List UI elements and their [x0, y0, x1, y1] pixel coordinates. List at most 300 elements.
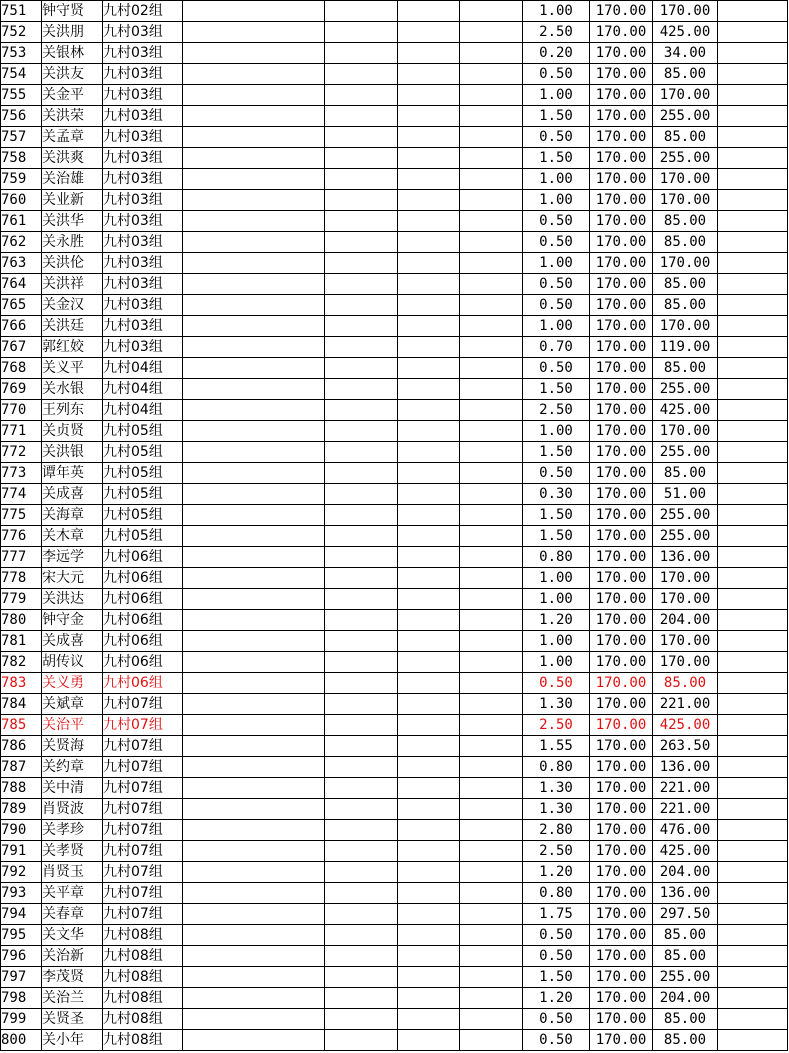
empty-cell[interactable]	[460, 421, 523, 442]
name-cell[interactable]: 钟守金	[42, 610, 103, 631]
empty-cell[interactable]	[398, 799, 460, 820]
empty-cell[interactable]	[718, 1, 788, 22]
row-number-cell[interactable]: 767	[1, 337, 42, 358]
empty-cell[interactable]	[398, 190, 460, 211]
row-number-cell[interactable]: 759	[1, 169, 42, 190]
empty-cell[interactable]	[183, 1009, 325, 1030]
empty-cell[interactable]	[460, 778, 523, 799]
empty-cell[interactable]	[325, 43, 398, 64]
name-cell[interactable]: 关约章	[42, 757, 103, 778]
price-cell[interactable]: 170.00	[590, 946, 653, 967]
row-number-cell[interactable]: 760	[1, 190, 42, 211]
amount-cell[interactable]: 85.00	[653, 1030, 718, 1051]
amount-cell[interactable]: 425.00	[653, 22, 718, 43]
empty-cell[interactable]	[325, 841, 398, 862]
empty-cell[interactable]	[718, 568, 788, 589]
row-number-cell[interactable]: 762	[1, 232, 42, 253]
empty-cell[interactable]	[718, 106, 788, 127]
price-cell[interactable]: 170.00	[590, 127, 653, 148]
empty-cell[interactable]	[718, 379, 788, 400]
name-cell[interactable]: 关银林	[42, 43, 103, 64]
empty-cell[interactable]	[325, 967, 398, 988]
quantity-cell[interactable]: 0.80	[523, 547, 590, 568]
row-number-cell[interactable]: 785	[1, 715, 42, 736]
amount-cell[interactable]: 255.00	[653, 148, 718, 169]
empty-cell[interactable]	[398, 694, 460, 715]
amount-cell[interactable]: 255.00	[653, 526, 718, 547]
price-cell[interactable]: 170.00	[590, 232, 653, 253]
price-cell[interactable]: 170.00	[590, 106, 653, 127]
price-cell[interactable]: 170.00	[590, 274, 653, 295]
name-cell[interactable]: 关洪祥	[42, 274, 103, 295]
price-cell[interactable]: 170.00	[590, 22, 653, 43]
empty-cell[interactable]	[325, 253, 398, 274]
empty-cell[interactable]	[183, 589, 325, 610]
row-number-cell[interactable]: 792	[1, 862, 42, 883]
amount-cell[interactable]: 170.00	[653, 190, 718, 211]
name-cell[interactable]: 关金汉	[42, 295, 103, 316]
empty-cell[interactable]	[398, 904, 460, 925]
quantity-cell[interactable]: 1.50	[523, 526, 590, 547]
name-cell[interactable]: 关洪银	[42, 442, 103, 463]
quantity-cell[interactable]: 0.50	[523, 127, 590, 148]
empty-cell[interactable]	[183, 799, 325, 820]
group-cell[interactable]: 九村07组	[103, 904, 183, 925]
empty-cell[interactable]	[183, 1030, 325, 1051]
price-cell[interactable]: 170.00	[590, 883, 653, 904]
empty-cell[interactable]	[398, 295, 460, 316]
quantity-cell[interactable]: 1.50	[523, 379, 590, 400]
price-cell[interactable]: 170.00	[590, 505, 653, 526]
amount-cell[interactable]: 85.00	[653, 1009, 718, 1030]
empty-cell[interactable]	[325, 379, 398, 400]
empty-cell[interactable]	[325, 148, 398, 169]
price-cell[interactable]: 170.00	[590, 757, 653, 778]
empty-cell[interactable]	[718, 85, 788, 106]
empty-cell[interactable]	[398, 547, 460, 568]
quantity-cell[interactable]: 1.50	[523, 505, 590, 526]
empty-cell[interactable]	[460, 358, 523, 379]
price-cell[interactable]: 170.00	[590, 799, 653, 820]
empty-cell[interactable]	[325, 85, 398, 106]
quantity-cell[interactable]: 1.00	[523, 316, 590, 337]
row-number-cell[interactable]: 772	[1, 442, 42, 463]
empty-cell[interactable]	[398, 988, 460, 1009]
quantity-cell[interactable]: 0.50	[523, 211, 590, 232]
group-cell[interactable]: 九村03组	[103, 253, 183, 274]
quantity-cell[interactable]: 1.50	[523, 967, 590, 988]
empty-cell[interactable]	[718, 589, 788, 610]
empty-cell[interactable]	[718, 505, 788, 526]
empty-cell[interactable]	[718, 274, 788, 295]
empty-cell[interactable]	[460, 232, 523, 253]
empty-cell[interactable]	[183, 673, 325, 694]
empty-cell[interactable]	[398, 862, 460, 883]
group-cell[interactable]: 九村03组	[103, 22, 183, 43]
empty-cell[interactable]	[460, 85, 523, 106]
price-cell[interactable]: 170.00	[590, 547, 653, 568]
empty-cell[interactable]	[183, 274, 325, 295]
empty-cell[interactable]	[183, 883, 325, 904]
empty-cell[interactable]	[325, 442, 398, 463]
empty-cell[interactable]	[460, 505, 523, 526]
amount-cell[interactable]: 170.00	[653, 421, 718, 442]
quantity-cell[interactable]: 1.00	[523, 190, 590, 211]
amount-cell[interactable]: 255.00	[653, 442, 718, 463]
amount-cell[interactable]: 85.00	[653, 463, 718, 484]
empty-cell[interactable]	[325, 400, 398, 421]
row-number-cell[interactable]: 752	[1, 22, 42, 43]
empty-cell[interactable]	[325, 316, 398, 337]
empty-cell[interactable]	[183, 484, 325, 505]
group-cell[interactable]: 九村07组	[103, 736, 183, 757]
group-cell[interactable]: 九村08组	[103, 946, 183, 967]
empty-cell[interactable]	[183, 211, 325, 232]
amount-cell[interactable]: 85.00	[653, 274, 718, 295]
row-number-cell[interactable]: 777	[1, 547, 42, 568]
name-cell[interactable]: 关贞贤	[42, 421, 103, 442]
amount-cell[interactable]: 221.00	[653, 778, 718, 799]
row-number-cell[interactable]: 771	[1, 421, 42, 442]
quantity-cell[interactable]: 1.75	[523, 904, 590, 925]
row-number-cell[interactable]: 764	[1, 274, 42, 295]
empty-cell[interactable]	[398, 148, 460, 169]
empty-cell[interactable]	[398, 85, 460, 106]
empty-cell[interactable]	[718, 484, 788, 505]
empty-cell[interactable]	[718, 820, 788, 841]
group-cell[interactable]: 九村03组	[103, 295, 183, 316]
empty-cell[interactable]	[398, 1009, 460, 1030]
empty-cell[interactable]	[398, 211, 460, 232]
amount-cell[interactable]: 136.00	[653, 883, 718, 904]
amount-cell[interactable]: 221.00	[653, 799, 718, 820]
quantity-cell[interactable]: 1.30	[523, 799, 590, 820]
empty-cell[interactable]	[183, 232, 325, 253]
empty-cell[interactable]	[718, 673, 788, 694]
empty-cell[interactable]	[460, 988, 523, 1009]
group-cell[interactable]: 九村07组	[103, 883, 183, 904]
empty-cell[interactable]	[460, 1, 523, 22]
name-cell[interactable]: 肖贤波	[42, 799, 103, 820]
row-number-cell[interactable]: 768	[1, 358, 42, 379]
empty-cell[interactable]	[460, 694, 523, 715]
name-cell[interactable]: 关贤圣	[42, 1009, 103, 1030]
empty-cell[interactable]	[718, 1009, 788, 1030]
empty-cell[interactable]	[325, 631, 398, 652]
empty-cell[interactable]	[325, 694, 398, 715]
group-cell[interactable]: 九村03组	[103, 337, 183, 358]
empty-cell[interactable]	[325, 799, 398, 820]
row-number-cell[interactable]: 755	[1, 85, 42, 106]
quantity-cell[interactable]: 1.00	[523, 568, 590, 589]
empty-cell[interactable]	[325, 127, 398, 148]
empty-cell[interactable]	[718, 211, 788, 232]
quantity-cell[interactable]: 0.50	[523, 64, 590, 85]
empty-cell[interactable]	[325, 547, 398, 568]
group-cell[interactable]: 九村08组	[103, 967, 183, 988]
amount-cell[interactable]: 204.00	[653, 862, 718, 883]
empty-cell[interactable]	[398, 484, 460, 505]
empty-cell[interactable]	[398, 169, 460, 190]
price-cell[interactable]: 170.00	[590, 631, 653, 652]
empty-cell[interactable]	[460, 715, 523, 736]
row-number-cell[interactable]: 790	[1, 820, 42, 841]
empty-cell[interactable]	[460, 883, 523, 904]
row-number-cell[interactable]: 786	[1, 736, 42, 757]
price-cell[interactable]: 170.00	[590, 1, 653, 22]
group-cell[interactable]: 九村07组	[103, 862, 183, 883]
empty-cell[interactable]	[325, 295, 398, 316]
empty-cell[interactable]	[325, 1, 398, 22]
empty-cell[interactable]	[183, 358, 325, 379]
empty-cell[interactable]	[183, 442, 325, 463]
row-number-cell[interactable]: 756	[1, 106, 42, 127]
quantity-cell[interactable]: 1.00	[523, 253, 590, 274]
row-number-cell[interactable]: 795	[1, 925, 42, 946]
group-cell[interactable]: 九村08组	[103, 988, 183, 1009]
row-number-cell[interactable]: 778	[1, 568, 42, 589]
amount-cell[interactable]: 51.00	[653, 484, 718, 505]
row-number-cell[interactable]: 791	[1, 841, 42, 862]
empty-cell[interactable]	[718, 190, 788, 211]
amount-cell[interactable]: 255.00	[653, 505, 718, 526]
empty-cell[interactable]	[325, 820, 398, 841]
empty-cell[interactable]	[398, 967, 460, 988]
amount-cell[interactable]: 263.50	[653, 736, 718, 757]
price-cell[interactable]: 170.00	[590, 169, 653, 190]
group-cell[interactable]: 九村03组	[103, 274, 183, 295]
amount-cell[interactable]: 476.00	[653, 820, 718, 841]
empty-cell[interactable]	[183, 253, 325, 274]
empty-cell[interactable]	[398, 316, 460, 337]
empty-cell[interactable]	[460, 169, 523, 190]
amount-cell[interactable]: 170.00	[653, 631, 718, 652]
quantity-cell[interactable]: 1.30	[523, 694, 590, 715]
price-cell[interactable]: 170.00	[590, 925, 653, 946]
empty-cell[interactable]	[398, 631, 460, 652]
price-cell[interactable]: 170.00	[590, 316, 653, 337]
empty-cell[interactable]	[398, 232, 460, 253]
empty-cell[interactable]	[183, 715, 325, 736]
amount-cell[interactable]: 170.00	[653, 568, 718, 589]
quantity-cell[interactable]: 0.80	[523, 757, 590, 778]
empty-cell[interactable]	[398, 778, 460, 799]
empty-cell[interactable]	[325, 484, 398, 505]
name-cell[interactable]: 关治新	[42, 946, 103, 967]
empty-cell[interactable]	[460, 526, 523, 547]
empty-cell[interactable]	[183, 988, 325, 1009]
name-cell[interactable]: 关洪达	[42, 589, 103, 610]
empty-cell[interactable]	[398, 337, 460, 358]
empty-cell[interactable]	[398, 1030, 460, 1051]
group-cell[interactable]: 九村07组	[103, 820, 183, 841]
name-cell[interactable]: 关孝贤	[42, 841, 103, 862]
price-cell[interactable]: 170.00	[590, 862, 653, 883]
empty-cell[interactable]	[183, 169, 325, 190]
name-cell[interactable]: 关海章	[42, 505, 103, 526]
empty-cell[interactable]	[325, 1030, 398, 1051]
price-cell[interactable]: 170.00	[590, 904, 653, 925]
price-cell[interactable]: 170.00	[590, 463, 653, 484]
empty-cell[interactable]	[183, 127, 325, 148]
empty-cell[interactable]	[718, 757, 788, 778]
row-number-cell[interactable]: 797	[1, 967, 42, 988]
price-cell[interactable]: 170.00	[590, 694, 653, 715]
quantity-cell[interactable]: 0.50	[523, 673, 590, 694]
quantity-cell[interactable]: 2.50	[523, 22, 590, 43]
empty-cell[interactable]	[325, 169, 398, 190]
quantity-cell[interactable]: 0.50	[523, 1009, 590, 1030]
row-number-cell[interactable]: 758	[1, 148, 42, 169]
amount-cell[interactable]: 170.00	[653, 316, 718, 337]
empty-cell[interactable]	[398, 925, 460, 946]
empty-cell[interactable]	[718, 526, 788, 547]
group-cell[interactable]: 九村05组	[103, 421, 183, 442]
empty-cell[interactable]	[460, 1009, 523, 1030]
amount-cell[interactable]: 85.00	[653, 673, 718, 694]
group-cell[interactable]: 九村05组	[103, 442, 183, 463]
name-cell[interactable]: 关孟章	[42, 127, 103, 148]
group-cell[interactable]: 九村03组	[103, 106, 183, 127]
row-number-cell[interactable]: 782	[1, 652, 42, 673]
empty-cell[interactable]	[718, 694, 788, 715]
empty-cell[interactable]	[183, 421, 325, 442]
empty-cell[interactable]	[325, 274, 398, 295]
empty-cell[interactable]	[325, 1009, 398, 1030]
group-cell[interactable]: 九村04组	[103, 379, 183, 400]
group-cell[interactable]: 九村06组	[103, 631, 183, 652]
name-cell[interactable]: 关中清	[42, 778, 103, 799]
row-number-cell[interactable]: 761	[1, 211, 42, 232]
quantity-cell[interactable]: 0.70	[523, 337, 590, 358]
empty-cell[interactable]	[460, 22, 523, 43]
row-number-cell[interactable]: 796	[1, 946, 42, 967]
empty-cell[interactable]	[460, 274, 523, 295]
group-cell[interactable]: 九村07组	[103, 778, 183, 799]
empty-cell[interactable]	[718, 337, 788, 358]
empty-cell[interactable]	[718, 316, 788, 337]
price-cell[interactable]: 170.00	[590, 442, 653, 463]
group-cell[interactable]: 九村07组	[103, 841, 183, 862]
row-number-cell[interactable]: 757	[1, 127, 42, 148]
name-cell[interactable]: 关洪伦	[42, 253, 103, 274]
quantity-cell[interactable]: 0.50	[523, 1030, 590, 1051]
amount-cell[interactable]: 204.00	[653, 610, 718, 631]
price-cell[interactable]: 170.00	[590, 190, 653, 211]
name-cell[interactable]: 关文华	[42, 925, 103, 946]
empty-cell[interactable]	[398, 841, 460, 862]
row-number-cell[interactable]: 766	[1, 316, 42, 337]
empty-cell[interactable]	[718, 610, 788, 631]
empty-cell[interactable]	[325, 883, 398, 904]
name-cell[interactable]: 关贤海	[42, 736, 103, 757]
group-cell[interactable]: 九村04组	[103, 400, 183, 421]
row-number-cell[interactable]: 769	[1, 379, 42, 400]
empty-cell[interactable]	[398, 421, 460, 442]
empty-cell[interactable]	[183, 631, 325, 652]
name-cell[interactable]: 关孝珍	[42, 820, 103, 841]
empty-cell[interactable]	[183, 337, 325, 358]
empty-cell[interactable]	[718, 22, 788, 43]
amount-cell[interactable]: 425.00	[653, 400, 718, 421]
row-number-cell[interactable]: 754	[1, 64, 42, 85]
empty-cell[interactable]	[398, 505, 460, 526]
group-cell[interactable]: 九村03组	[103, 169, 183, 190]
price-cell[interactable]: 170.00	[590, 295, 653, 316]
empty-cell[interactable]	[183, 22, 325, 43]
empty-cell[interactable]	[183, 190, 325, 211]
empty-cell[interactable]	[398, 715, 460, 736]
empty-cell[interactable]	[718, 715, 788, 736]
empty-cell[interactable]	[398, 274, 460, 295]
row-number-cell[interactable]: 787	[1, 757, 42, 778]
name-cell[interactable]: 关洪荣	[42, 106, 103, 127]
amount-cell[interactable]: 85.00	[653, 127, 718, 148]
empty-cell[interactable]	[718, 127, 788, 148]
amount-cell[interactable]: 425.00	[653, 715, 718, 736]
group-cell[interactable]: 九村06组	[103, 610, 183, 631]
row-number-cell[interactable]: 793	[1, 883, 42, 904]
price-cell[interactable]: 170.00	[590, 715, 653, 736]
group-cell[interactable]: 九村06组	[103, 589, 183, 610]
empty-cell[interactable]	[325, 946, 398, 967]
quantity-cell[interactable]: 1.00	[523, 85, 590, 106]
empty-cell[interactable]	[718, 148, 788, 169]
group-cell[interactable]: 九村08组	[103, 925, 183, 946]
empty-cell[interactable]	[718, 631, 788, 652]
empty-cell[interactable]	[718, 988, 788, 1009]
amount-cell[interactable]: 255.00	[653, 967, 718, 988]
group-cell[interactable]: 九村06组	[103, 547, 183, 568]
empty-cell[interactable]	[460, 1030, 523, 1051]
amount-cell[interactable]: 85.00	[653, 295, 718, 316]
name-cell[interactable]: 关治兰	[42, 988, 103, 1009]
amount-cell[interactable]: 85.00	[653, 925, 718, 946]
name-cell[interactable]: 关春章	[42, 904, 103, 925]
group-cell[interactable]: 九村05组	[103, 526, 183, 547]
empty-cell[interactable]	[183, 757, 325, 778]
name-cell[interactable]: 郭红姣	[42, 337, 103, 358]
empty-cell[interactable]	[718, 358, 788, 379]
price-cell[interactable]: 170.00	[590, 421, 653, 442]
empty-cell[interactable]	[398, 736, 460, 757]
empty-cell[interactable]	[718, 253, 788, 274]
name-cell[interactable]: 关义平	[42, 358, 103, 379]
quantity-cell[interactable]: 0.50	[523, 925, 590, 946]
quantity-cell[interactable]: 1.00	[523, 169, 590, 190]
empty-cell[interactable]	[398, 610, 460, 631]
group-cell[interactable]: 九村05组	[103, 505, 183, 526]
empty-cell[interactable]	[183, 148, 325, 169]
price-cell[interactable]: 170.00	[590, 589, 653, 610]
empty-cell[interactable]	[325, 22, 398, 43]
row-number-cell[interactable]: 784	[1, 694, 42, 715]
quantity-cell[interactable]: 1.20	[523, 610, 590, 631]
price-cell[interactable]: 170.00	[590, 526, 653, 547]
empty-cell[interactable]	[398, 379, 460, 400]
price-cell[interactable]: 170.00	[590, 400, 653, 421]
empty-cell[interactable]	[718, 946, 788, 967]
empty-cell[interactable]	[183, 736, 325, 757]
quantity-cell[interactable]: 1.55	[523, 736, 590, 757]
empty-cell[interactable]	[718, 799, 788, 820]
empty-cell[interactable]	[325, 757, 398, 778]
amount-cell[interactable]: 170.00	[653, 1, 718, 22]
amount-cell[interactable]: 170.00	[653, 589, 718, 610]
empty-cell[interactable]	[325, 715, 398, 736]
empty-cell[interactable]	[460, 946, 523, 967]
name-cell[interactable]: 宋大元	[42, 568, 103, 589]
